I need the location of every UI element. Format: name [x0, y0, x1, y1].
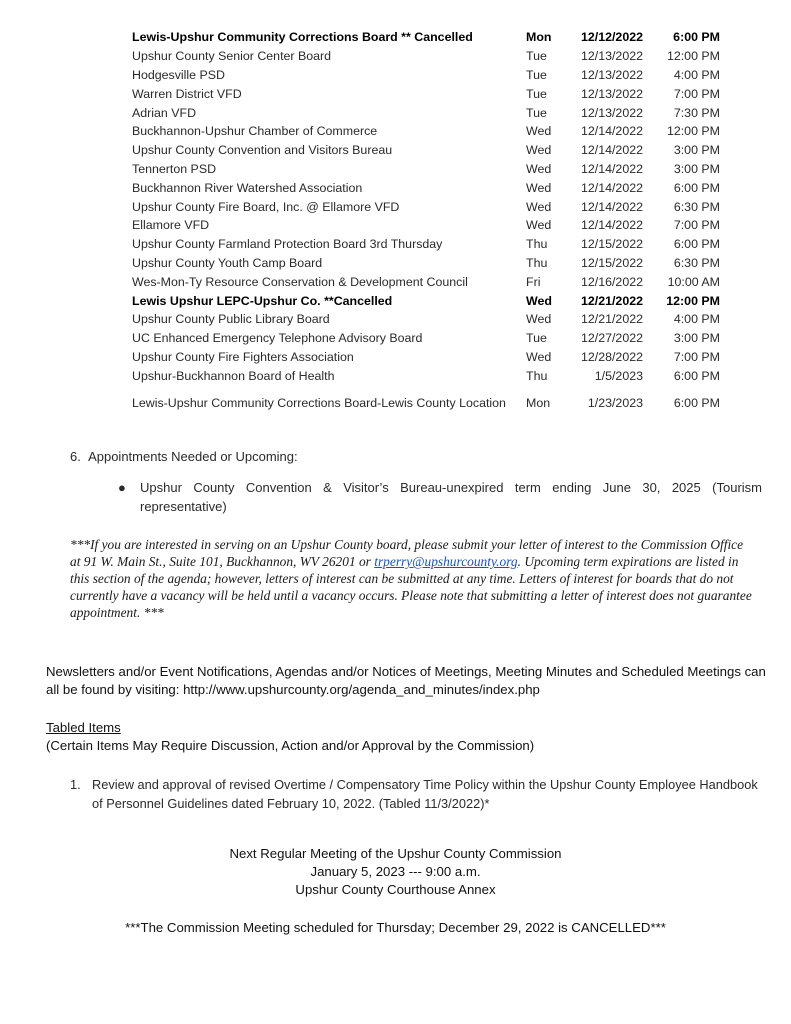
meeting-row	[128, 385, 720, 421]
meeting-day: Wed	[526, 218, 552, 233]
meeting-row	[128, 348, 720, 367]
meeting-row	[128, 235, 720, 254]
meeting-time: 6:00 PM	[673, 30, 720, 45]
meeting-day: Thu	[526, 368, 548, 383]
meeting-time: 7:00 PM	[673, 86, 720, 101]
meeting-date: 12/13/2022	[580, 86, 643, 101]
meeting-time: 3:00 PM	[673, 161, 720, 176]
meeting-name: Upshur County Youth Camp Board	[132, 255, 323, 270]
meeting-day: Wed	[526, 349, 552, 364]
meeting-name: Lewis-Upshur Community Corrections Board ** Cancelled	[132, 30, 473, 45]
meeting-date: 12/27/2022	[580, 331, 643, 346]
meeting-name: Upshur-Buckhannon Board of Health	[132, 368, 335, 383]
meeting-date: 12/14/2022	[580, 180, 643, 195]
meeting-day: Tue	[526, 331, 547, 346]
meeting-date: 12/12/2022	[580, 30, 643, 45]
meeting-name: Upshur County Farmland Protection Board 3rd Thursday	[132, 237, 443, 252]
meeting-date: 12/14/2022	[580, 124, 643, 139]
meeting-day: Tue	[526, 105, 547, 120]
appointment-bullet-item	[118, 478, 762, 516]
meeting-row	[128, 84, 720, 103]
meeting-day: Wed	[526, 161, 552, 176]
meeting-row	[128, 178, 720, 197]
meeting-row	[128, 272, 720, 291]
meeting-day: Wed	[526, 199, 552, 214]
meeting-row	[128, 291, 720, 310]
meeting-name: Tennerton PSD	[132, 161, 217, 176]
meeting-name: Lewis-Upshur Community Corrections Board-Lewis County Location	[132, 395, 506, 410]
meeting-date: 12/21/2022	[580, 293, 643, 308]
appointment-bullet-text: Upshur County Convention & Visitor’s Bureau-unexpired term ending June 30, 2025 (Tourism representative)	[140, 480, 762, 514]
appointments-heading: 6. Appointments Needed or Upcoming:	[70, 449, 298, 464]
meeting-date: 12/14/2022	[580, 218, 643, 233]
email-link[interactable]: trperry@upshurcounty.org	[374, 554, 518, 569]
bullet-icon: ●	[118, 480, 126, 495]
meeting-name: Upshur County Senior Center Board	[132, 49, 332, 64]
meeting-name: Adrian VFD	[132, 105, 197, 120]
meeting-row	[128, 141, 720, 160]
meeting-day: Thu	[526, 237, 548, 252]
next-meeting-block	[0, 845, 791, 899]
meeting-day: Wed	[526, 180, 552, 195]
interest-text-after: . Upcoming term expirations are listed in this section of the agenda; however, letters of interest can be submitted at any time. Letters of interest for boards that do not currently have a vacancy will be held until a vacancy occurs. Please note that submitting a letter of interest does not guarantee appointment. ***	[70, 554, 752, 620]
meeting-row	[128, 310, 720, 329]
meeting-name: Upshur County Convention and Visitors Bureau	[132, 143, 393, 158]
meeting-day: Tue	[526, 49, 547, 64]
meeting-name: Upshur County Public Library Board	[132, 312, 330, 327]
meeting-row	[128, 160, 720, 179]
meeting-time: 12:00 PM	[666, 293, 720, 308]
meeting-date: 1/23/2023	[587, 396, 643, 411]
meeting-day: Mon	[526, 396, 551, 411]
meeting-row	[128, 47, 720, 66]
meeting-date: 12/14/2022	[580, 161, 643, 176]
meeting-time: 6:00 PM	[673, 368, 720, 383]
meeting-time: 6:00 PM	[673, 180, 720, 195]
meeting-date: 12/28/2022	[580, 349, 643, 364]
meeting-row	[128, 366, 720, 385]
meeting-date: 12/13/2022	[580, 67, 643, 82]
meeting-day: Wed	[526, 293, 552, 308]
next-meeting-datetime: January 5, 2023 --- 9:00 a.m.	[310, 864, 481, 879]
meeting-date: 12/14/2022	[580, 199, 643, 214]
meeting-day: Thu	[526, 255, 548, 270]
meeting-time: 12:00 PM	[666, 49, 720, 64]
next-meeting-location: Upshur County Courthouse Annex	[295, 882, 496, 897]
letter-of-interest-notice	[70, 536, 752, 621]
meeting-row	[128, 329, 720, 348]
meeting-date: 12/21/2022	[580, 312, 643, 327]
meeting-name: Buckhannon River Watershed Association	[132, 180, 363, 195]
meeting-time: 4:00 PM	[673, 312, 720, 327]
meeting-day: Tue	[526, 86, 547, 101]
meeting-row	[128, 216, 720, 235]
meeting-time: 4:00 PM	[673, 67, 720, 82]
tabled-items-heading: Tabled Items	[46, 720, 121, 735]
meeting-name: Ellamore VFD	[132, 218, 210, 233]
tabled-item-number: 1.	[70, 777, 81, 792]
meeting-time: 12:00 PM	[666, 124, 720, 139]
tabled-item	[70, 775, 760, 813]
meeting-name: Buckhannon-Upshur Chamber of Commerce	[132, 124, 378, 139]
meeting-time: 6:00 PM	[673, 237, 720, 252]
meeting-time: 3:00 PM	[673, 331, 720, 346]
meeting-day: Wed	[526, 312, 552, 327]
meeting-name: Lewis Upshur LEPC-Upshur Co. **Cancelled	[132, 293, 393, 308]
meetings-table-body	[128, 28, 720, 421]
meeting-time: 7:00 PM	[673, 218, 720, 233]
meeting-name: Upshur County Fire Fighters Association	[132, 349, 354, 364]
meeting-name: Wes-Mon-Ty Resource Conservation & Development Council	[132, 274, 468, 289]
meetings-table	[128, 28, 720, 421]
interest-text-before: ***If you are interested in serving on an Upshur County board, please submit your letter of interest to the Commission Office at 91 W. Main St., Suite 101, Buckhannon, WV 26201 or	[70, 537, 744, 569]
meeting-day: Fri	[526, 274, 541, 289]
meeting-row	[128, 197, 720, 216]
tabled-items-subheading: (Certain Items May Require Discussion, Action and/or Approval by the Commission)	[46, 738, 535, 753]
cancellation-notice: ***The Commission Meeting scheduled for Thursday; December 29, 2022 is CANCELLED***	[125, 920, 666, 935]
meeting-time: 10:00 AM	[667, 274, 720, 289]
meeting-day: Wed	[526, 124, 552, 139]
meeting-date: 12/13/2022	[580, 105, 643, 120]
meeting-time: 6:00 PM	[673, 396, 720, 411]
meeting-date: 1/5/2023	[594, 368, 643, 383]
meeting-name: Hodgesville PSD	[132, 67, 225, 82]
meeting-date: 12/13/2022	[580, 49, 643, 64]
meeting-date: 12/14/2022	[580, 143, 643, 158]
meeting-name: Upshur County Fire Board, Inc. @ Ellamore VFD	[132, 199, 400, 214]
meeting-time: 3:00 PM	[673, 143, 720, 158]
meeting-time: 7:30 PM	[673, 105, 720, 120]
meeting-time: 6:30 PM	[673, 199, 720, 214]
newsletters-paragraph: Newsletters and/or Event Notifications, Agendas and/or Notices of Meetings, Meeting Minutes and Scheduled Meetings can all be found by visiting: http://www.upshurcounty.org/agenda_and_minutes/index.php	[46, 664, 766, 697]
meeting-date: 12/15/2022	[580, 237, 643, 252]
meeting-name: UC Enhanced Emergency Telephone Advisory Board	[132, 331, 423, 346]
meeting-day: Tue	[526, 67, 547, 82]
meeting-name: Warren District VFD	[132, 86, 242, 101]
meeting-row	[128, 66, 720, 85]
meeting-day: Mon	[526, 30, 552, 45]
meeting-date: 12/15/2022	[580, 255, 643, 270]
meeting-time: 6:30 PM	[673, 255, 720, 270]
meeting-row	[128, 122, 720, 141]
meeting-row	[128, 254, 720, 273]
meeting-time: 7:00 PM	[673, 349, 720, 364]
meeting-date: 12/16/2022	[580, 274, 643, 289]
next-meeting-title: Next Regular Meeting of the Upshur County Commission	[229, 846, 562, 861]
meeting-day: Wed	[526, 143, 552, 158]
tabled-item-text: Review and approval of revised Overtime / Compensatory Time Policy within the Upshur County Employee Handbook of Personnel Guidelines dated February 10, 2022. (Tabled 11/3/2022)*	[92, 777, 758, 811]
meeting-row	[128, 28, 720, 47]
meeting-row	[128, 103, 720, 122]
